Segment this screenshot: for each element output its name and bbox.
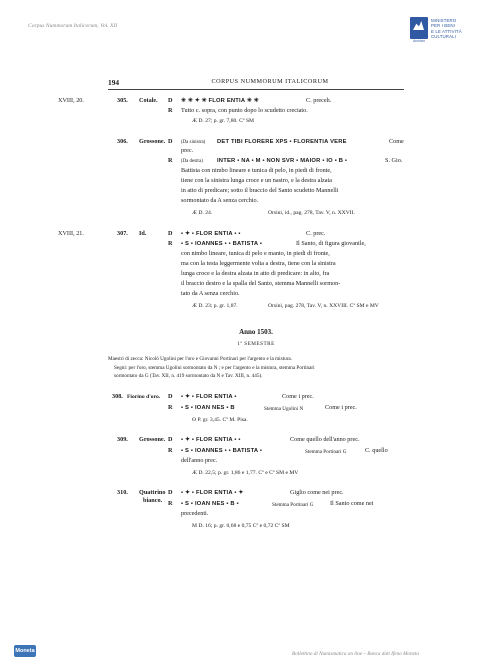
entry-306-number: 306. <box>117 138 128 145</box>
entry-307-obverse-legend: • ✦ • FLOR ENTIA • • <box>181 231 241 237</box>
entry-305-reference: Æ D. 27; p. gr. 7,80. Cº SM <box>192 118 255 124</box>
ministry-logo-small: Archivio <box>412 39 426 43</box>
entry-307-description-line: tato da A senza cerchio. <box>181 290 240 297</box>
logo-line-4: CULTURALI <box>431 34 456 40</box>
entry-305-date: XVIII, 20. <box>58 97 84 104</box>
entry-307-reverse-legend: • S • IOANNES • • BATISTA • <box>181 241 263 247</box>
entry-305-number: 305. <box>117 97 128 104</box>
entry-306-reference-2: Orsini, id., pag. 278, Tav. V, n. XXVII. <box>268 210 355 216</box>
entry-308-reverse-note: Come i prec. <box>325 404 357 411</box>
entry-307-reference-1: Æ D. 23; p. gr. 1,87. <box>192 303 238 309</box>
logo-line-1: MINISTERO <box>431 18 457 23</box>
entry-309-reverse-mark-detail: Stemma Portinari G <box>305 449 347 455</box>
entry-308-denomination: Fiorino d'oro. <box>127 394 161 400</box>
entry-307-denomination: Id. <box>139 230 147 237</box>
entry-306-obverse-prefix: (Da sinistra) <box>181 140 206 145</box>
entry-309-obverse-mark: D <box>168 436 173 443</box>
entry-308-obverse-legend: • ✦ • FLOR ENTIA • <box>181 394 237 400</box>
entry-307-reference-2: Orsini, pag. 278, Tav. V, n. XXVIII. Cº SM e MV <box>268 303 379 309</box>
entry-306-reference-1: Æ D. 24. <box>192 210 213 216</box>
entry-307-obverse-mark: D <box>168 230 173 237</box>
logo-line-2: PER I BENI <box>431 23 455 29</box>
entry-306-obverse-note: Come <box>389 138 404 145</box>
entry-310-reverse-legend: • S • IOAN NES • B • <box>181 501 239 507</box>
entry-306-reverse-legend: INTER • NA • M • NON SVR • MAIOR • IO • B • <box>217 158 348 164</box>
entry-309-reverse-mark: R <box>168 447 173 454</box>
entry-305-obverse-note: C. preceh. <box>306 97 332 104</box>
entry-308-reverse-mark: R <box>168 404 173 411</box>
entry-307-date: XVIII, 21. <box>58 230 84 237</box>
running-head: Corpus Nummorum Italicorum, Vol. XII <box>28 23 118 29</box>
entry-307-description-line: lunga croce e la destra alzata in atto di predicare: in alto, fra <box>181 270 330 277</box>
entry-308-obverse-mark: D <box>168 393 173 400</box>
ministry-logo-icon <box>410 17 428 39</box>
entry-306-description-line: sormontato da A senza cerchio. <box>181 197 259 204</box>
entry-305-obverse-legend: ✳ ✳ ✦ ✳ FLOR ENTIA ✳ ✳ <box>181 98 259 104</box>
entry-307-reverse-mark: R <box>168 240 173 247</box>
entry-309-reference: Æ D. 22,5; p. gr. 1,86 e 1,77. Cº e Cº SM e MV <box>192 470 299 476</box>
entry-305-denomination: Cotale. <box>139 97 158 104</box>
mint-marks-line-1: Segni: per l'oro, stemma Ugolini sormontato da N ; e per l'argento e la mistura, stemma Portinari <box>114 365 315 371</box>
entry-306-obverse-mark: D <box>168 138 173 145</box>
ministry-logo-text <box>431 18 471 40</box>
entry-310-obverse-mark: D <box>168 489 173 496</box>
entry-307-number: 307. <box>117 230 128 237</box>
entry-307-obverse-note: C. prec. <box>306 230 326 237</box>
entry-310-obverse-note: Giglio come nei prec. <box>290 489 344 496</box>
mint-marks-line-2: sormontato da G (Tav. XII, n. 419 sormontato da N e Tav. XIII, n. 445). <box>114 373 263 379</box>
entry-306-description-line: in atto di predicare; sotto il braccio del Santo scudetto Mannelli <box>181 187 339 194</box>
semester-title: 1º SEMESTRE <box>237 341 275 347</box>
entry-308-number: 308. <box>112 393 123 400</box>
entry-309-denomination: Grossone. <box>139 436 166 443</box>
entry-309-reverse-legend: • S • IOANNES • • BATISTA • <box>181 448 263 454</box>
entry-307-description-line: il braccio destro e la spalla del Santo, stemma Mannelli sormon- <box>181 280 341 287</box>
entry-310-reverse-note: Il Santo come nei <box>330 500 374 507</box>
entry-308-reverse-legend: • S • IOAN NES • B <box>181 405 235 411</box>
page-title: CORPUS NUMMORUM ITALICORUM <box>211 78 329 85</box>
entry-307-description-line: con nimbo lineare, tunica di pelo e manto, in piedi di fronte, <box>181 250 330 257</box>
entry-310-denomination-2: bianco. <box>143 497 163 504</box>
footer-logo: Moneta <box>14 645 36 657</box>
entry-305-obverse-mark: D <box>168 97 173 104</box>
entry-306-obverse-legend: DET TIBI FLORERE XPS • FLORENTIA VERE <box>217 139 347 145</box>
footer-text: Bollettino di Numismatica on line – Banca dati Ifeno Moneta <box>292 651 419 657</box>
entry-307-description-line: ma con la testa leggermente volta a destra, tiene con la sinistra <box>181 260 336 267</box>
entry-308-obverse-note: Come i prec. <box>282 393 314 400</box>
entry-309-obverse-note: Come quello dell'anno prec. <box>290 436 360 443</box>
entry-310-reverse-mark: R <box>168 500 173 507</box>
entry-306-reverse-mark: R <box>168 157 173 164</box>
entry-310-reverse-continuation: precedenti. <box>181 510 209 517</box>
entry-309-obverse-legend: • ✦ • FLOR ENTIA • • <box>181 437 241 443</box>
entry-306-denomination: Grossone. <box>139 138 166 145</box>
entry-308-reverse-mark-detail: Stemma Ugolini N <box>264 406 304 412</box>
page-number: 194 <box>108 78 120 87</box>
entry-306-obverse-continuation: prec. <box>181 147 194 154</box>
entry-309-number: 309. <box>117 436 128 443</box>
entry-310-denomination-1: Quattrino <box>139 489 166 496</box>
entry-310-reference: M D. 16; p. gr. 0,68 e 0,75 Cº e 0,72 Cº SM <box>192 523 290 529</box>
header-rule <box>108 89 404 90</box>
year-title: Anno 1503. <box>239 328 273 336</box>
entry-306-reverse-prefix: (Da destra) <box>181 159 203 164</box>
entry-307-reverse-note: Il Santo, di figura giovanile, <box>296 240 366 247</box>
mint-masters: Maestri di zecca: Nicolò Ugolini per l'oro e Giovanni Portinari per l'argento e la mistura. <box>108 356 293 362</box>
logo-line-3: E LE ATTIVITÀ <box>431 28 462 34</box>
entry-306-description-line: Battista con nimbo lineare e tunica di pelo, in piedi di fronte, <box>181 167 332 174</box>
entry-306-reverse-note: S. Gio. <box>385 157 403 164</box>
entry-309-reverse-note: C. quello <box>365 447 388 454</box>
entry-310-obverse-legend: • ✦ • FLOR ENTIA • ✦ <box>181 490 244 496</box>
entry-310-reverse-mark-detail: Stemma Portinari G <box>272 502 314 508</box>
entry-306-description-line: tiene con la sinistra lunga croce e un nastro, e la destra alzata <box>181 177 333 184</box>
entry-305-reverse-text: Tutto c. sopra, con punto dopo lo scudetto creciato. <box>181 107 308 114</box>
entry-310-number: 310. <box>117 489 128 496</box>
entry-305-reverse-mark: R <box>168 107 173 114</box>
entry-308-reference: ʘ P. gr. 3,45. Cº M. Pisa. <box>192 417 248 423</box>
entry-309-reverse-continuation: dell'anno prec. <box>181 457 218 464</box>
ministry-logo <box>410 17 470 47</box>
